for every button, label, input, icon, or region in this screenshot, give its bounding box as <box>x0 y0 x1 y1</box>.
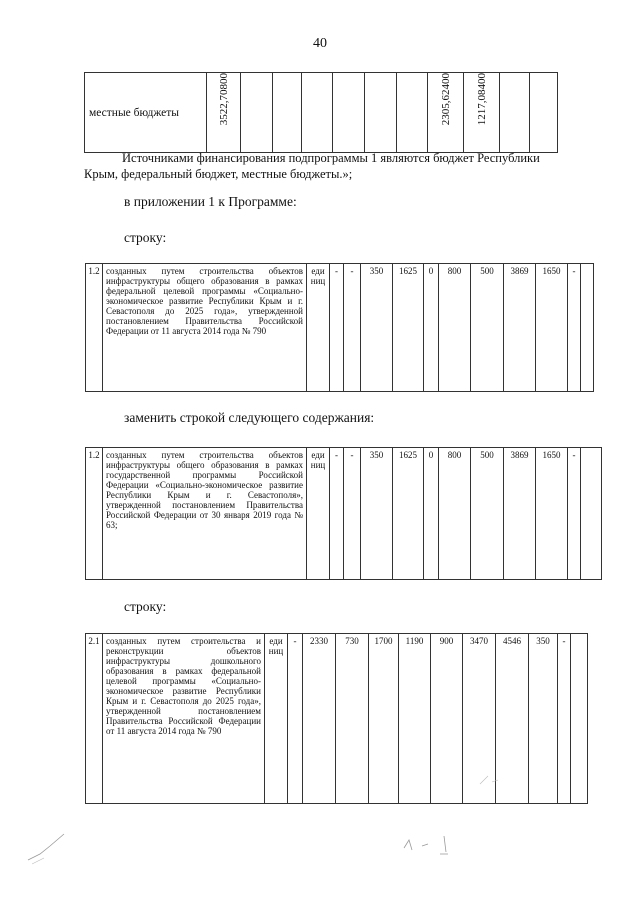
row-unit: еди ниц <box>265 634 288 804</box>
funding-paragraph <box>84 150 558 182</box>
table-cell: - <box>558 634 571 804</box>
table-cell: 1650 <box>536 448 568 580</box>
table-cell: 0 <box>424 264 439 392</box>
table-cell <box>207 73 241 153</box>
table-cell <box>364 73 396 153</box>
cell-value: 1217,08400 <box>475 73 488 126</box>
cell-value: 3522,70800 <box>217 73 230 126</box>
cell-value: 2305,62400 <box>439 73 452 126</box>
table-cell <box>464 73 500 153</box>
row-2-1-table <box>85 633 588 804</box>
table-cell: 800 <box>439 448 471 580</box>
table-cell: 1190 <box>399 634 431 804</box>
table-cell: - <box>288 634 303 804</box>
table-cell: 1625 <box>393 448 424 580</box>
signature-mark-icon <box>400 830 460 860</box>
table-cell <box>332 73 364 153</box>
table-cell: 3869 <box>504 448 536 580</box>
budget-table <box>84 72 558 153</box>
table-cell: 0 <box>424 448 439 580</box>
table-row <box>85 73 558 153</box>
table-row <box>86 264 594 392</box>
table-cell <box>530 73 558 153</box>
table-cell: 730 <box>336 634 369 804</box>
replace-label: заменить строкой следующего содержания: <box>124 410 375 425</box>
table-cell: 500 <box>471 448 504 580</box>
row-unit: еди ниц <box>307 448 330 580</box>
table-cell: 350 <box>361 448 393 580</box>
table-cell: - <box>330 264 344 392</box>
table-cell: - <box>344 264 361 392</box>
page-number: 40 <box>313 36 327 51</box>
signature-mark-icon <box>476 770 506 790</box>
table-cell: 500 <box>471 264 504 392</box>
table-row <box>86 448 602 580</box>
row-description: созданных путем строительства объектов инфраструктуры общего образования в рамках государственной программы Российской Федерации «Социально-экономическое развитие Республики Крым и г. Севастополя», утвержденной постановлением Правительства Российской Федерации от 30 января 2019 года № 63; <box>103 448 307 580</box>
table-cell <box>396 73 428 153</box>
table-cell <box>571 634 588 804</box>
table-cell <box>428 73 464 153</box>
table-cell <box>581 448 602 580</box>
budget-label: местные бюджеты <box>85 73 207 153</box>
row-1-2-old-table <box>85 263 594 392</box>
funding-line-2: Крым, федеральный бюджет, местные бюджеты.»; <box>84 167 353 181</box>
row-number: 2.1 <box>86 634 103 804</box>
row-number: 1.2 <box>86 264 103 392</box>
table-cell: - <box>568 448 581 580</box>
appendix-label: в приложении 1 к Программе: <box>124 194 297 209</box>
table-cell: 2330 <box>303 634 336 804</box>
table-cell: 4546 <box>496 634 529 804</box>
table-cell: - <box>568 264 581 392</box>
table-cell: 1700 <box>369 634 399 804</box>
table-cell: 800 <box>439 264 471 392</box>
signature-mark-icon <box>24 826 74 866</box>
table-cell: 3470 <box>463 634 496 804</box>
table-cell: 900 <box>431 634 463 804</box>
table-cell: - <box>330 448 344 580</box>
row-1-2-new-table <box>85 447 602 580</box>
table-cell <box>581 264 594 392</box>
table-cell: 350 <box>361 264 393 392</box>
table-cell: 3869 <box>504 264 536 392</box>
table-cell <box>500 73 530 153</box>
funding-line-1: Источниками финансирования подпрограммы 1 являются бюджет Республики <box>122 151 540 165</box>
row-description: созданных путем строительства и реконструкции объектов инфраструктуры дошкольного образования в рамках федеральной целевой программы «Социально-экономическое развитие Республики Крым и г. Севастополя до 2025 года», утвержденной постановлением Правительства Российской Федерации от 11 августа 2014 года № 790 <box>103 634 265 804</box>
row-label-2: строку: <box>124 599 167 614</box>
table-cell: - <box>344 448 361 580</box>
row-unit: еди ниц <box>307 264 330 392</box>
table-cell: 350 <box>529 634 558 804</box>
table-cell: 1650 <box>536 264 568 392</box>
table-cell <box>301 73 332 153</box>
table-cell <box>273 73 302 153</box>
table-cell: 1625 <box>393 264 424 392</box>
row-label-1: строку: <box>124 230 167 245</box>
row-description: созданных путем строительства объектов инфраструктуры общего образования в рамках федеральной целевой программы «Социально-экономическое развитие Республики Крым и г. Севастополя до 2025 года», утвержденной постановлением Правительства Российской Федерации от 11 августа 2014 года № 790 <box>103 264 307 392</box>
row-number: 1.2 <box>86 448 103 580</box>
table-row <box>86 634 588 804</box>
table-cell <box>241 73 273 153</box>
